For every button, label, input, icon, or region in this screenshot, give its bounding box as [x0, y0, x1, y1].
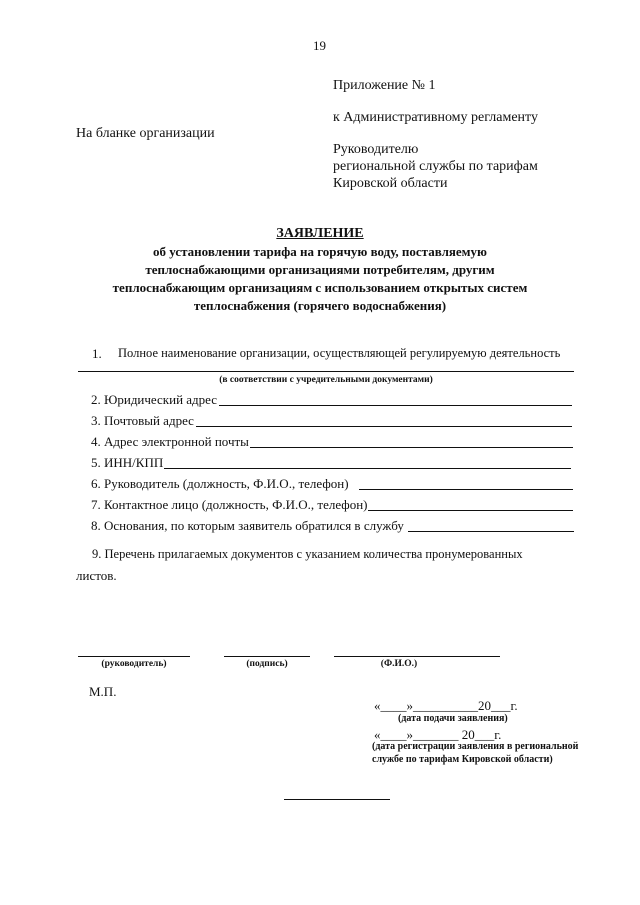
document-subtitle-1: об установлении тарифа на горячую воду, поставляемую — [153, 244, 487, 259]
field-9-line-2: листов. — [76, 568, 117, 583]
bottom-separator — [284, 799, 390, 800]
registration-date-note-2: службе по тарифам Кировской области) — [372, 754, 553, 765]
field-1-note: (в соответствии с учредительными документами) — [219, 375, 433, 385]
document-subtitle-4: теплоснабжения (горячего водоснабжения) — [193, 298, 447, 313]
field-2-underline — [219, 405, 572, 406]
appendix-regulation: к Административному регламенту — [333, 110, 538, 125]
field-4-underline — [250, 447, 573, 448]
field-7-underline — [368, 510, 573, 511]
field-8-label: 8. Основания, по которым заявитель обратился в службу — [91, 518, 404, 533]
signature-caption-name: (Ф.И.О.) — [380, 659, 418, 669]
page-number: 19 — [313, 38, 326, 53]
signature-line-head — [78, 656, 190, 657]
field-5-label: 5. ИНН/КПП — [91, 455, 164, 470]
document-title: ЗАЯВЛЕНИЕ — [276, 226, 364, 241]
field-6-underline — [359, 489, 573, 490]
submission-date-note: (дата подачи заявления) — [398, 713, 508, 724]
field-5-underline — [164, 468, 571, 469]
field-6-label: 6. Руководитель (должность, Ф.И.О., телефон) — [91, 476, 349, 491]
letterhead-note: На бланке организации — [76, 126, 215, 141]
field-3-underline — [196, 426, 572, 427]
appendix-title: Приложение № 1 — [333, 78, 436, 93]
addressee-line-2: региональной службы по тарифам — [333, 159, 538, 174]
field-2-label: 2. Юридический адрес — [91, 392, 218, 407]
signature-line-signature — [224, 656, 310, 657]
registration-date: «____»_______ 20___г. — [374, 727, 502, 742]
field-9-line-1: 9. Перечень прилагаемых документов с указанием количества пронумерованных — [92, 547, 523, 561]
signature-caption-signature: (подпись) — [246, 659, 288, 669]
document-subtitle-2: теплоснабжающими организациями потребителям, другим — [145, 262, 495, 277]
signature-caption-head: (руководитель) — [101, 659, 167, 669]
field-1-underline — [78, 371, 574, 372]
field-8-underline — [408, 531, 574, 532]
addressee-line-3: Кировской области — [333, 176, 448, 191]
registration-date-note-1: (дата регистрации заявления в региональной — [372, 741, 579, 752]
field-3-label: 3. Почтовый адрес — [91, 413, 194, 428]
addressee-line-1: Руководителю — [333, 142, 419, 157]
field-7-label: 7. Контактное лицо (должность, Ф.И.О., телефон) — [91, 497, 368, 512]
submission-date: «____»__________20___г. — [374, 698, 518, 713]
document-subtitle-3: теплоснабжающим организациям с использованием открытых систем — [112, 280, 528, 295]
field-1-number: 1. — [92, 346, 102, 361]
signature-line-name — [334, 656, 500, 657]
field-4-label: 4. Адрес электронной почты — [91, 434, 249, 449]
field-1-label: Полное наименование организации, осуществляющей регулируемую деятельность — [118, 346, 561, 360]
stamp-place: М.П. — [89, 684, 117, 699]
